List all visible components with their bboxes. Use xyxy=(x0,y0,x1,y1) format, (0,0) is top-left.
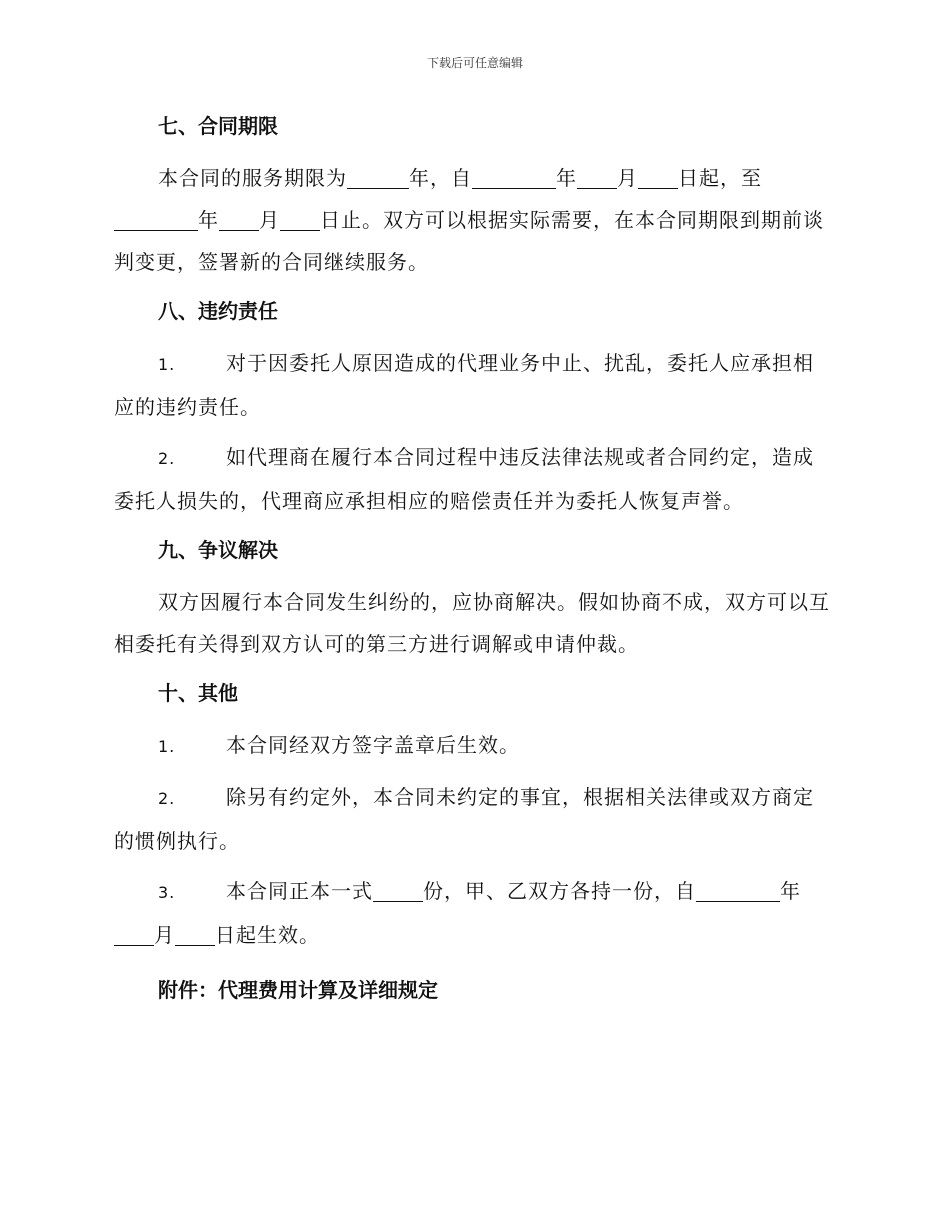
start-day-blank[interactable] xyxy=(638,164,678,189)
item-number: 2. xyxy=(158,789,176,808)
end-day-blank[interactable] xyxy=(280,206,320,231)
item-text-a: 本合同正本一式 xyxy=(226,879,373,903)
term-text-a: 本合同的服务期限为 xyxy=(158,166,347,190)
liability-item-1 xyxy=(114,342,830,428)
effective-month-blank[interactable] xyxy=(114,921,154,946)
start-month-blank[interactable] xyxy=(577,164,617,189)
term-text-c: 年 xyxy=(556,166,577,190)
item-text: 如代理商在履行本合同过程中违反法律法规或者合同约定，造成委托人损失的，代理商应承担相应的赔偿责任并为委托人恢复声誉。 xyxy=(114,445,814,513)
item-text-c: 年 xyxy=(780,879,801,903)
item-number: 1. xyxy=(158,737,176,756)
item-text-b: 份，甲、乙双方各持一份，自 xyxy=(423,879,696,903)
term-text-b: 年，自 xyxy=(409,166,472,190)
term-text-f: 年 xyxy=(198,208,219,232)
other-item-3 xyxy=(114,870,830,956)
section-heading-term: 七、合同期限 xyxy=(158,114,278,138)
dispute-paragraph: 双方因履行本合同发生纠纷的，应协商解决。假如协商不成，双方可以互相委托有关得到双方认可的第三方进行调解或申请仲裁。 xyxy=(114,590,830,656)
appendix-heading: 附件：代理费用计算及详细规定 xyxy=(158,978,438,1002)
contract-page xyxy=(114,106,830,1010)
other-item-2 xyxy=(114,776,830,862)
section-heading-other: 十、其他 xyxy=(158,681,238,705)
item-number: 2. xyxy=(158,449,176,468)
item-text: 本合同经双方签字盖章后生效。 xyxy=(226,733,520,757)
item-text: 除另有约定外，本合同未约定的事宜，根据相关法律或双方商定的惯例执行。 xyxy=(114,785,814,853)
item-number: 3. xyxy=(158,883,176,902)
term-paragraph xyxy=(114,157,830,283)
term-text-h: 日止。双方可以根据实际需要，在本合同期限到期前谈判变更，签署新的合同继续服务。 xyxy=(114,208,824,274)
other-item-1 xyxy=(114,724,830,768)
end-year-blank[interactable] xyxy=(114,206,198,231)
end-month-blank[interactable] xyxy=(219,206,259,231)
term-text-e: 日起，至 xyxy=(678,166,762,190)
item-text-d: 月 xyxy=(154,923,175,947)
effective-year-blank[interactable] xyxy=(696,877,780,902)
term-years-blank[interactable] xyxy=(347,164,409,189)
section-heading-dispute: 九、争议解决 xyxy=(158,538,278,562)
header-note: 下载后可任意编辑 xyxy=(426,56,523,70)
item-number: 1. xyxy=(158,355,176,374)
term-text-d: 月 xyxy=(617,166,638,190)
section-heading-liability: 八、违约责任 xyxy=(158,299,278,323)
item-text-e: 日起生效。 xyxy=(215,923,320,947)
start-year-blank[interactable] xyxy=(472,164,556,189)
effective-day-blank[interactable] xyxy=(175,921,215,946)
copies-blank[interactable] xyxy=(373,877,423,902)
liability-item-2 xyxy=(114,436,830,522)
item-text: 对于因委托人原因造成的代理业务中止、扰乱，委托人应承担相应的违约责任。 xyxy=(114,351,814,419)
term-text-g: 月 xyxy=(259,208,280,232)
